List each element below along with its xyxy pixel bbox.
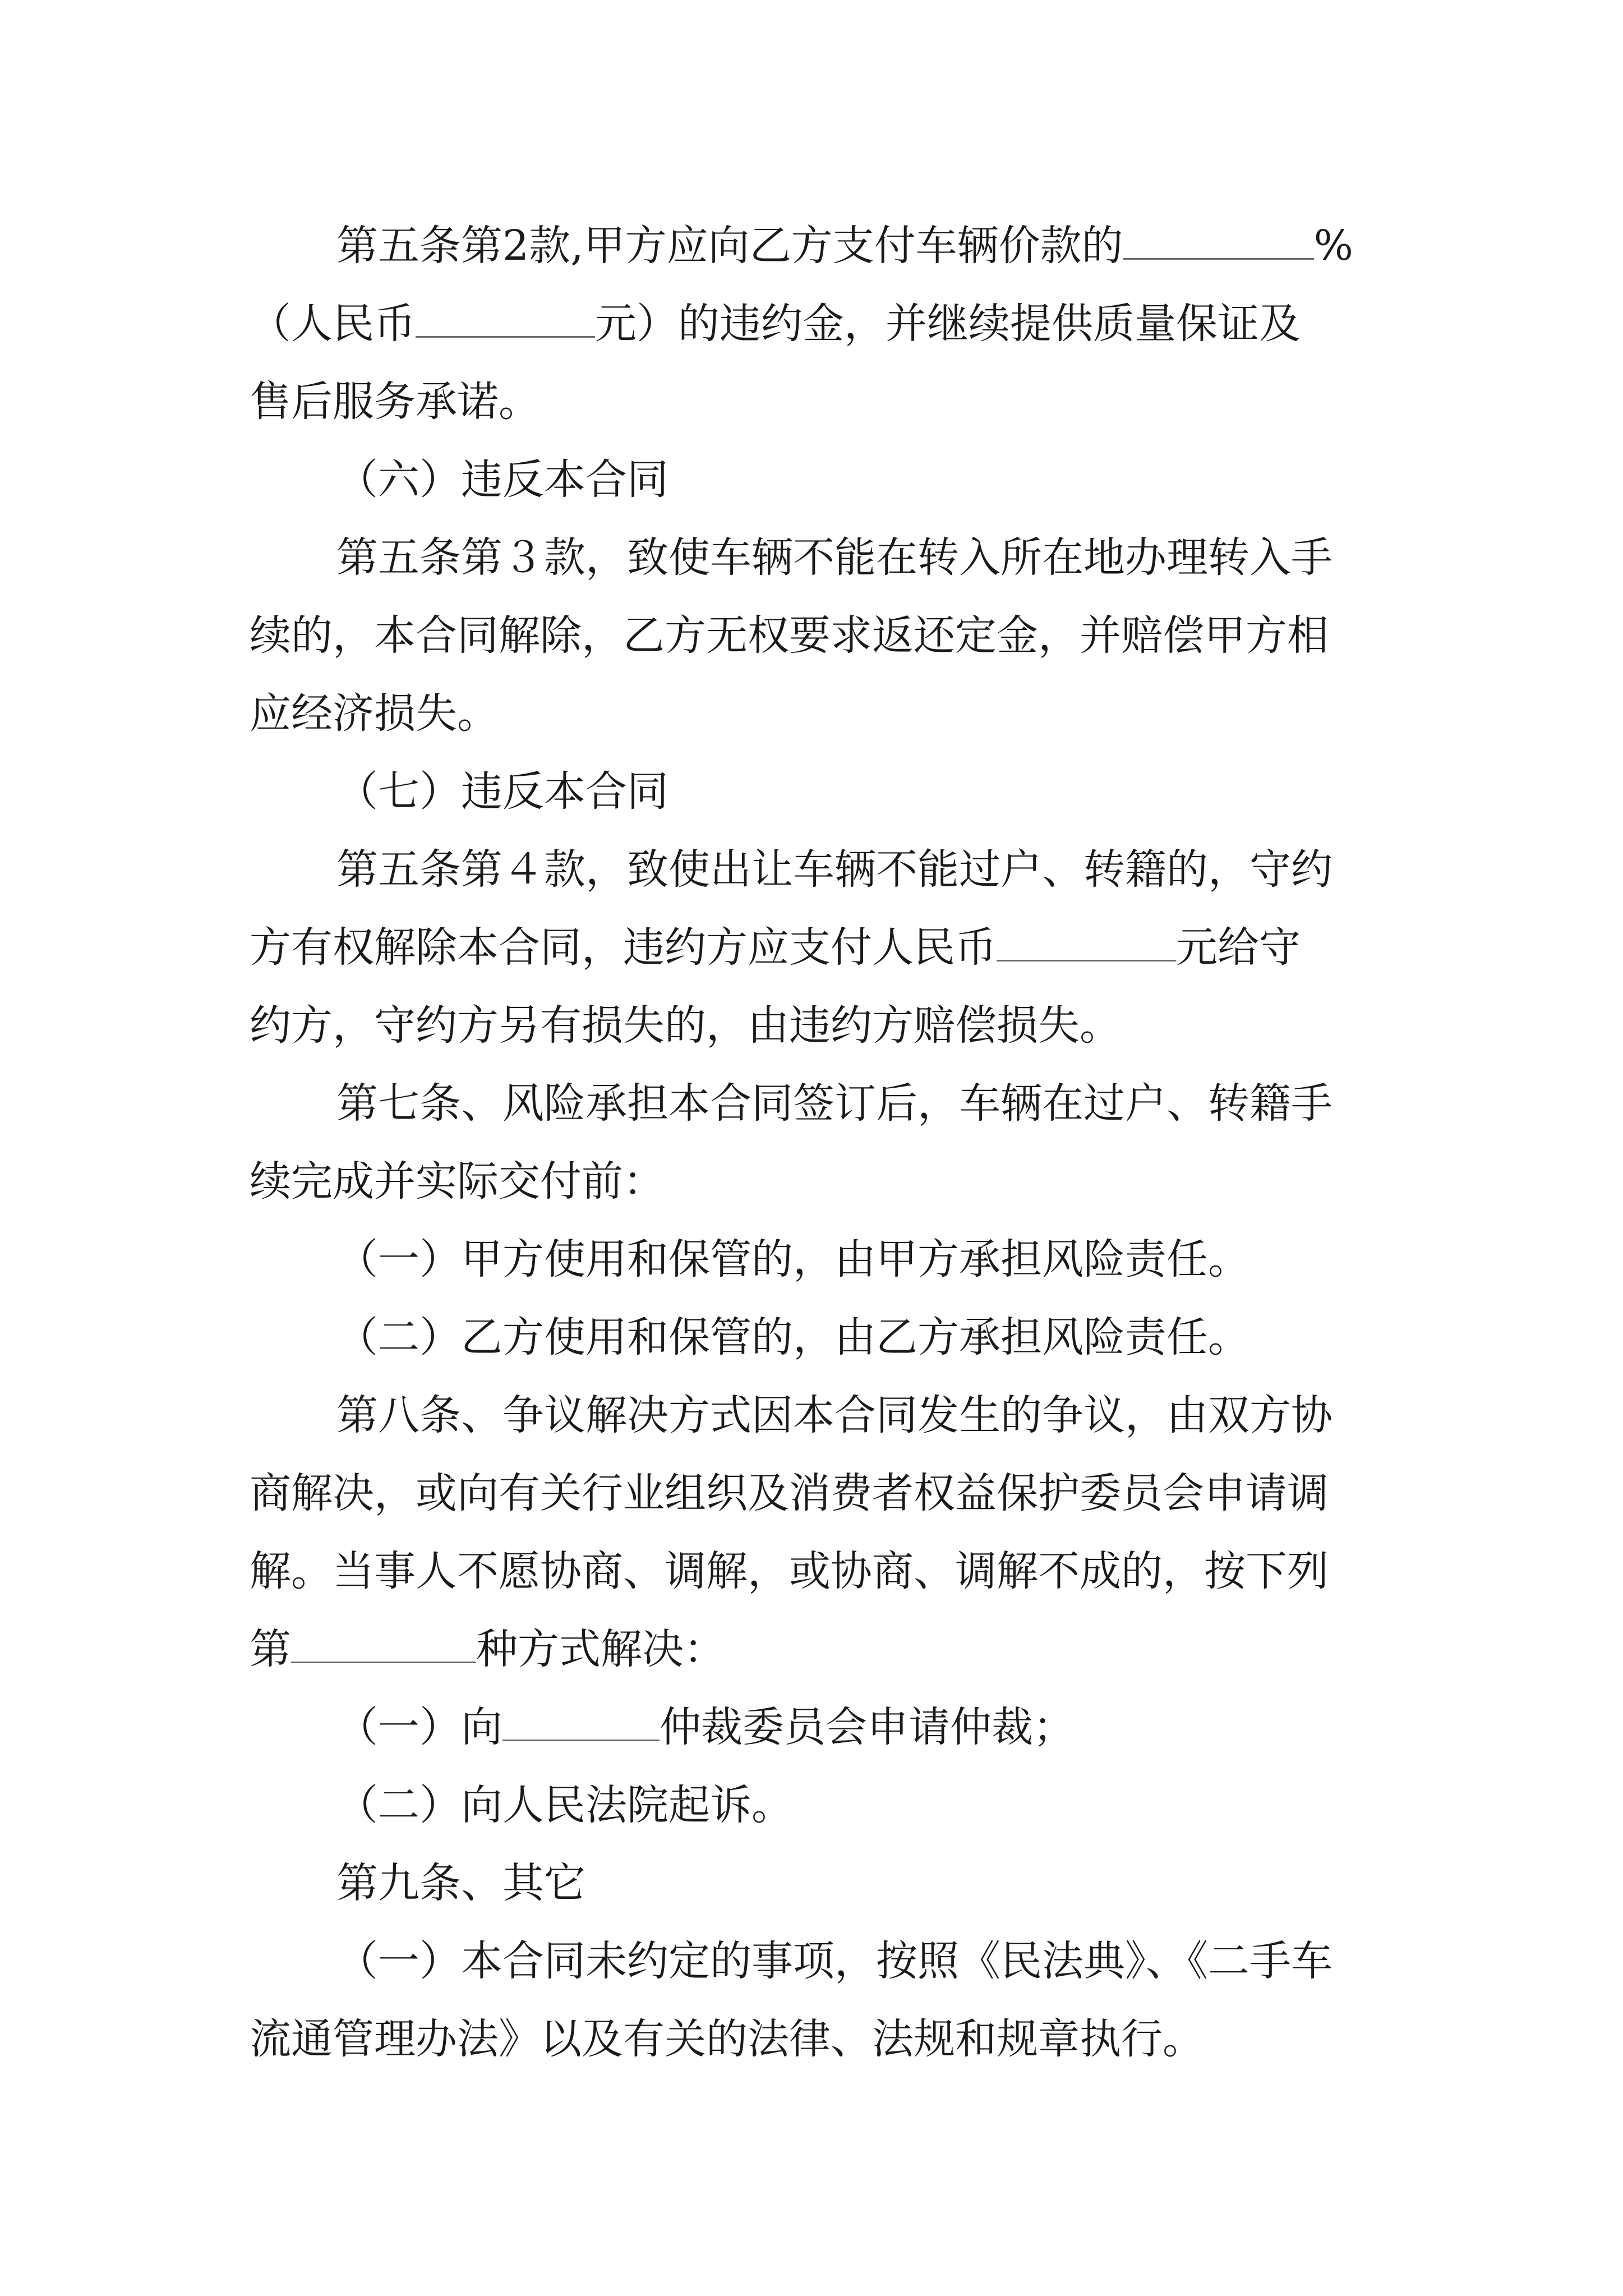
- text-line: 流通管理办法》以及有关的法律、法规和规章执行。: [250, 2015, 1204, 2063]
- text-segment: 种方式解决：: [476, 1625, 725, 1673]
- fill-in-blank[interactable]: [1123, 218, 1314, 260]
- text-line: 售后服务承诺。: [250, 378, 540, 426]
- fill-in-blank[interactable]: [502, 1699, 660, 1741]
- text-line: [336, 218, 1388, 274]
- section-heading: （七）违反本合同: [336, 767, 668, 816]
- text-line: 第八条、争议解决方式因本合同发生的争议，由双方协: [336, 1391, 1332, 1439]
- text-line: （二）乙方使用和保管的，由乙方承担风险责任。: [336, 1313, 1249, 1361]
- text-line: 第五条第４款，致使出让车辆不能过户、转籍的，守约: [336, 845, 1332, 894]
- text-line: 续完成并实际交付前：: [250, 1157, 665, 1205]
- text-segment: 仲裁委员会申请仲裁；: [660, 1703, 1075, 1751]
- text-line: 商解决，或向有关行业组织及消费者权益保护委员会申请调: [250, 1469, 1329, 1517]
- text-line: （二）向人民法院起诉。: [336, 1781, 793, 1829]
- fill-in-blank[interactable]: [997, 919, 1176, 961]
- text-line: 第七条、风险承担本合同签订后，车辆在过户、转籍手: [336, 1079, 1332, 1128]
- text-segment: 元给守: [1176, 923, 1301, 972]
- text-line: [250, 919, 1388, 976]
- section-heading: （六）违反本合同: [336, 455, 668, 504]
- section-heading: 第九条、其它: [336, 1859, 585, 1907]
- text-segment: （人民币: [250, 300, 416, 348]
- text-line: （一）甲方使用和保管的，由甲方承担风险责任。: [336, 1235, 1249, 1283]
- text-line: （一）本合同未约定的事项，按照《民法典》、《二手车: [336, 1937, 1332, 1985]
- text-line: [250, 1621, 1388, 1677]
- text-line: 解。当事人不愿协商、调解，或协商、调解不成的，按下列: [250, 1547, 1329, 1595]
- text-segment: 方有权解除本合同，违约方应支付人民币: [250, 923, 997, 972]
- text-line: 约方，守约方另有损失的，由违约方赔偿损失。: [250, 1001, 1121, 1050]
- text-segment: 第五条第2款,甲方应向乙方支付车辆价款的: [336, 222, 1123, 270]
- text-line: 应经济损失。: [250, 689, 499, 738]
- text-line: [250, 296, 1388, 352]
- text-segment: （一）向: [336, 1703, 502, 1751]
- text-segment: %: [1313, 222, 1353, 270]
- text-segment: 元）的违约金，并继续提供质量保证及: [595, 300, 1301, 348]
- text-line: 第五条第３款，致使车辆不能在转入所在地办理转入手: [336, 533, 1332, 582]
- fill-in-blank[interactable]: [416, 296, 595, 338]
- text-line: 续的，本合同解除，乙方无权要求返还定金，并赔偿甲方相: [250, 611, 1329, 660]
- fill-in-blank[interactable]: [291, 1621, 476, 1663]
- text-line: [336, 1699, 1388, 1755]
- text-segment: 第: [250, 1625, 291, 1673]
